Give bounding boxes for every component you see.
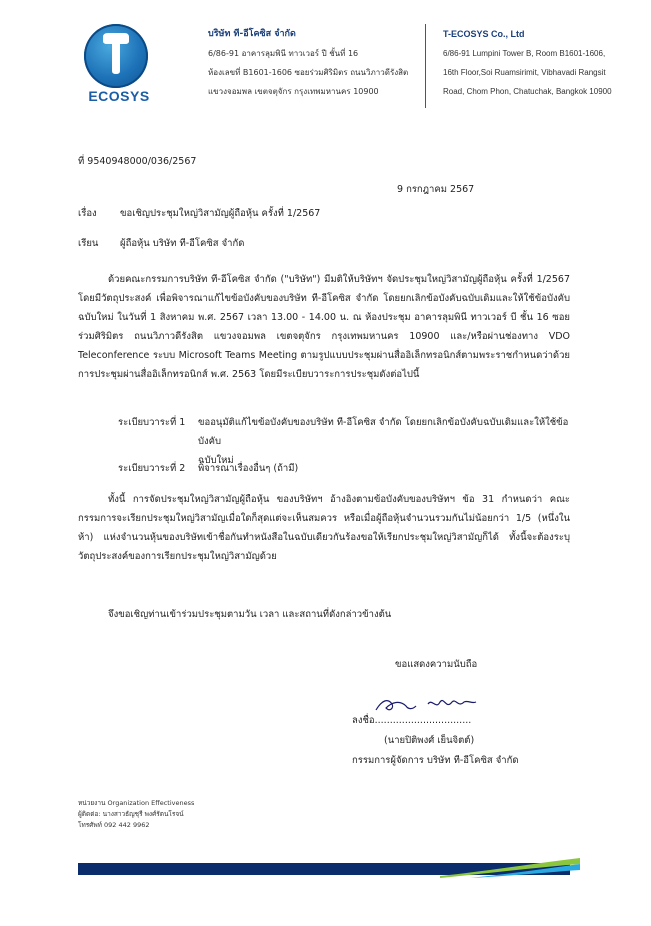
subject-label: เรื่อง <box>78 208 97 219</box>
closing-text: ขอแสดงความนับถือ <box>395 659 478 670</box>
address-line: 16th Floor,Soi Ruamsirimit, Vibhavadi Rangsit <box>443 68 606 77</box>
footer-contact-person: ผู้ติดต่อ: นางสาวธัญชุรี พงศ์รัตนโรจน์ <box>78 810 184 818</box>
address-line: 6/86-91 Lumpini Tower B, Room B1601-1606, <box>443 49 606 58</box>
footer-phone: โทรศัพท์ 092 442 9962 <box>78 821 150 829</box>
recipient-label: เรียน <box>78 238 99 249</box>
company-name-thai: บริษัท ที-อีโคซิส จำกัด <box>208 29 296 39</box>
header-divider <box>425 24 426 108</box>
logo-text: ECOSYS <box>88 88 150 104</box>
paragraph-intro: ด้วยคณะกรรมการบริษัท ที-อีโคซิส จำกัด ("บริษัท") มีมติให้บริษัทฯ จัดประชุมใหญ่วิสามัญผู้ถือหุ้น ครั้งที่ 1/2567 โดยมีวัตถุประสงค์ เพื่อพิจารณาแก้ไขข้อบังคับของบริษัท ที-อีโคซิส จำกัด โดยยกเลิกข้อบังคับฉบับเดิมและให้ใช้ข้อบังคับฉบับใหม่ ในวันที่ 1 สิงหาคม พ.ศ. 2567 เวลา 13.00 - 14.00 น. ณ ห้องประชุม อาคารลุมพินี ทาวเวอร์ บี ชั้น 16 ซอยร่วมศิริมิตร ถนนวิภาวดีรังสิต แขวงจอมพล เขตจตุจักร กรุงเทพมหานคร 10900 และ/หรือผ่านช่องทาง VDO Teleconference ระบบ Microsoft Teams Meeting ตามรูปแบบประชุมผ่านสื่ออิเล็กทรอนิกส์ตามพระราชกำหนดว่าด้วยการประชุมผ่านสื่ออิเล็กทรอนิกส์ พ.ศ. 2563 โดยมีระเบียบวาระการประชุมดังต่อไปนี้ <box>78 274 570 380</box>
agenda-line: ฉบับใหม่ <box>198 455 234 466</box>
agenda-line: ขออนุมัติแก้ไขข้อบังคับของบริษัท ที-อีโคซิส จำกัด โดยยกเลิกข้อบังคับฉบับเดิมและให้ใช้ข้อบังคับ <box>198 417 569 447</box>
subject: ขอเชิญประชุมใหญ่วิสามัญผู้ถือหุ้น ครั้งที่ 1/2567 <box>120 208 321 219</box>
paragraph-invitation: จึงขอเชิญท่านเข้าร่วมประชุมตามวัน เวลา และสถานที่ดังกล่าวข้างต้น <box>108 609 392 620</box>
document-number: ที่ 9540948000/036/2567 <box>78 156 197 167</box>
footer-swoosh <box>440 856 580 878</box>
sign-label: ลงชื่อ <box>352 715 375 726</box>
t-letter-icon <box>100 31 132 75</box>
footer-contact <box>78 798 194 831</box>
company-name-english: T-ECOSYS Co., Ltd <box>443 29 525 39</box>
sign-dots: ................................ <box>374 715 472 726</box>
document-date: 9 กรกฎาคม 2567 <box>397 184 475 195</box>
header-thai <box>208 25 418 101</box>
signature-line <box>352 711 471 730</box>
agenda-label-1: ระเบียบวาระที่ 1 <box>118 417 186 428</box>
address-line: Road, Chom Phon, Chatuchak, Bangkok 10900 <box>443 87 612 96</box>
address-line: ห้องเลขที่ B1601-1606 ซอยร่วมศิริมิตร ถนนวิภาวดีรังสิต <box>208 68 409 77</box>
signer-position: กรรมการผู้จัดการ บริษัท ที-อีโคซิส จำกัด <box>352 755 519 766</box>
recipient: ผู้ถือหุ้น บริษัท ที-อีโคซิส จำกัด <box>120 238 245 249</box>
agenda-item-2: พิจารณาเรื่องอื่นๆ (ถ้ามี) <box>198 463 299 474</box>
address-line: 6/86-91 อาคารลุมพินี ทาวเวอร์ ปี ชั้นที่ 16 <box>208 49 359 58</box>
footer-department: หน่วยงาน Organization Effectiveness <box>78 799 195 807</box>
agenda-label-2: ระเบียบวาระที่ 2 <box>118 463 186 474</box>
signer-name: (นายปิติพงศ์ เย็นจิตต์) <box>384 735 475 746</box>
header-english <box>443 25 643 101</box>
paragraph-regulation: ทั้งนี้ การจัดประชุมใหญ่วิสามัญผู้ถือหุ้น ของบริษัทฯ อ้างอิงตามข้อบังคับของบริษัทฯ ข้อ 31 กำหนดว่า คณะกรรมการจะเรียกประชุมใหญ่วิสามัญเมื่อใดก็สุดแต่จะเห็นสมควร หรือเมื่อผู้ถือหุ้นจำนวนรวมกันไม่น้อยกว่า 1/5 (หนึ่งในห้า) แห่งจำนวนหุ้นของบริษัทเข้าชื่อกันทำหนังสือในฉบับเดียวกันร้องขอให้เรียกประชุมใหญ่วิสามัญก็ได้ ทั้งนี้จะต้องระบุวัตถุประสงค์ของการเรียกประชุมใหญ่วิสามัญด้วย <box>78 494 570 562</box>
address-line: แขวงจอมพล เขตจตุจักร กรุงเทพมหานคร 10900 <box>208 87 379 96</box>
